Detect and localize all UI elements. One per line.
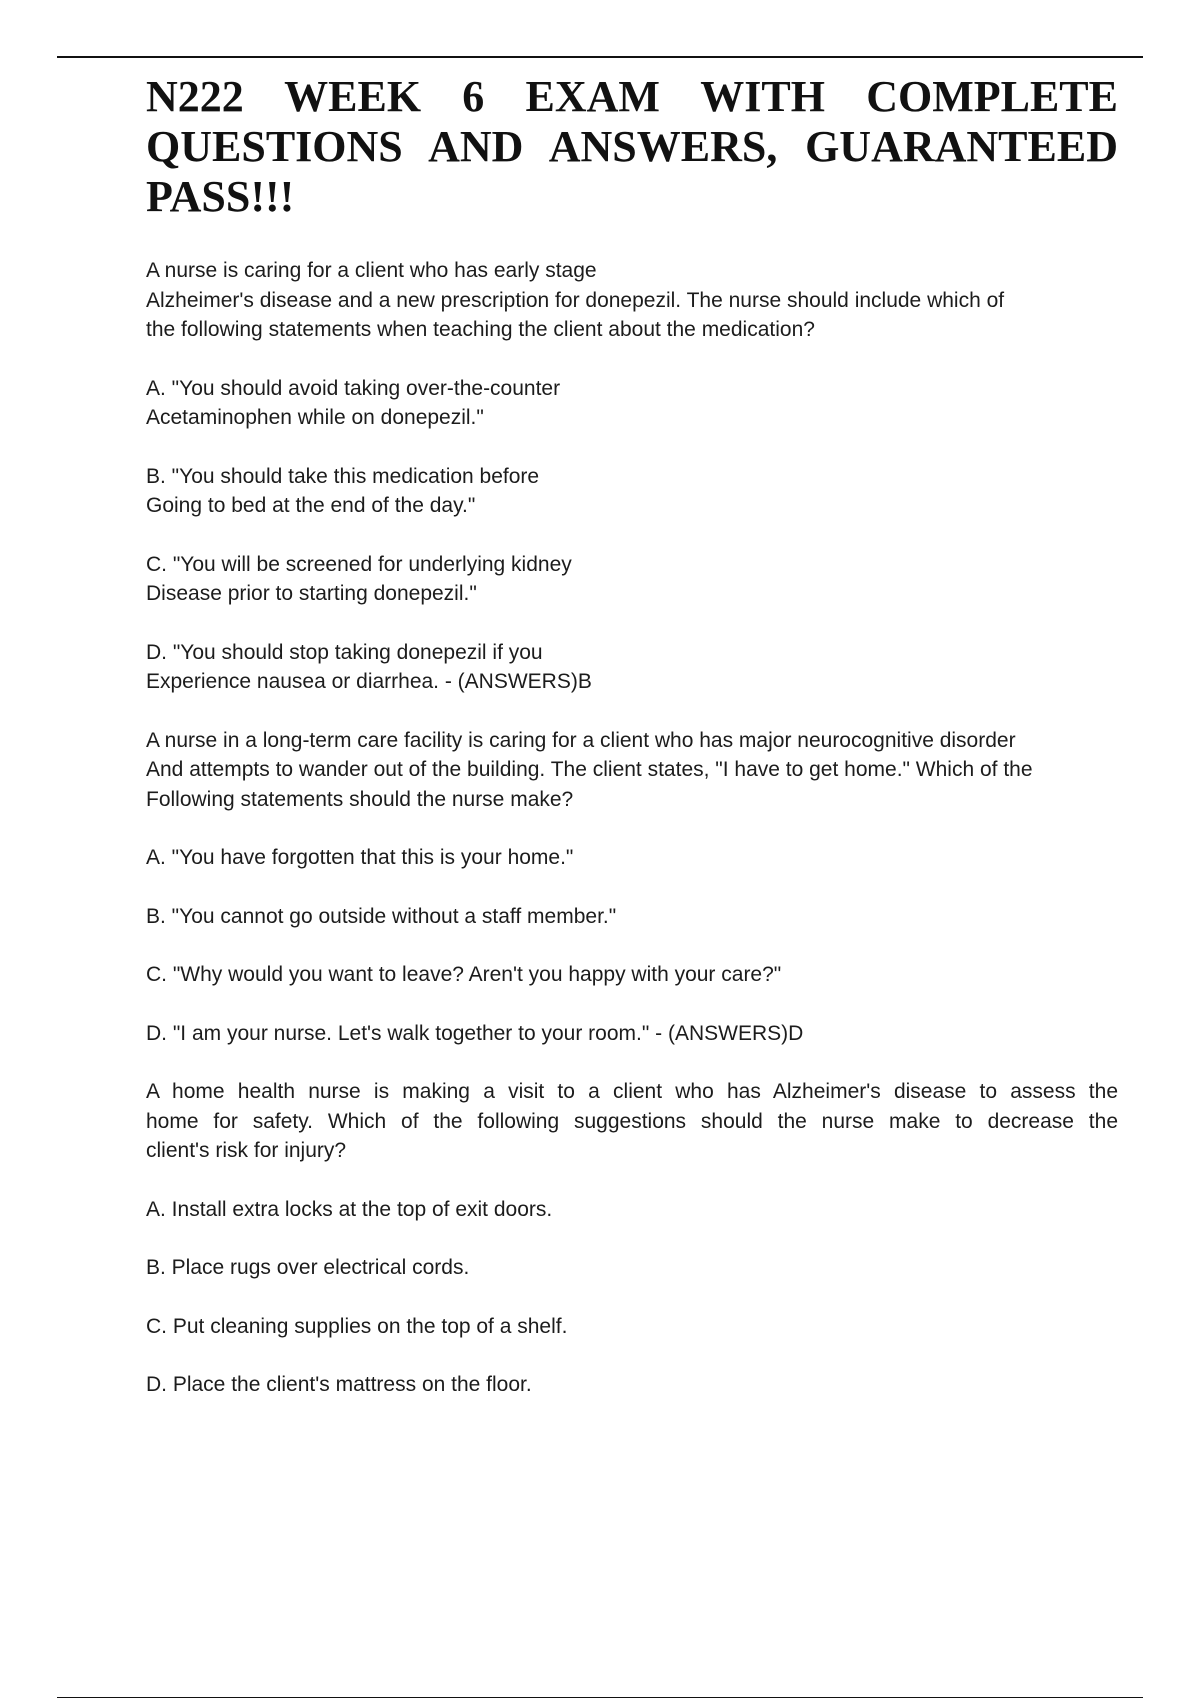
option-c xyxy=(146,1312,1118,1342)
document-title: N222 WEEK 6 EXAM WITH COMPLETE QUESTIONS AND ANSWERS, GUARANTEED PASS!!! xyxy=(146,72,1118,221)
question-stem xyxy=(146,726,1118,815)
option-line: A. "You should avoid taking over-the-counter xyxy=(146,376,561,400)
option-line: A. "You have forgotten that this is your home." xyxy=(146,846,574,869)
question-3 xyxy=(146,1077,1118,1400)
stem-line: client's risk for injury? xyxy=(146,1139,347,1162)
stem-line: Alzheimer's disease and a new prescription for donepezil. The nurse should include which of xyxy=(146,288,1005,312)
option-d xyxy=(146,1019,1118,1049)
option-line: Disease prior to starting donepezil." xyxy=(146,582,477,605)
option-line: A. Install extra locks at the top of exit doors. xyxy=(146,1197,553,1221)
option-line: B. "You cannot go outside without a staff member." xyxy=(146,904,617,928)
stem-line: A nurse is caring for a client who has early stage xyxy=(146,259,597,282)
option-line: Acetaminophen while on donepezil." xyxy=(146,406,484,429)
stem-line: home for safety. Which of the following suggestions should the nurse make to decrease the xyxy=(146,1109,1118,1133)
stem-line: Following statements should the nurse make? xyxy=(146,787,574,811)
option-line: Going to bed at the end of the day." xyxy=(146,494,476,517)
option-line: D. Place the client's mattress on the floor. xyxy=(146,1373,532,1396)
option-c xyxy=(146,550,1118,609)
stem-line: And attempts to wander out of the building. The client states, "I have to get home." Which of the xyxy=(146,758,1033,781)
option-c xyxy=(146,960,1118,990)
option-line: C. "Why would you want to leave? Aren't you happy with your care?" xyxy=(146,963,782,986)
option-line: B. "You should take this medication before xyxy=(146,464,540,488)
option-d xyxy=(146,1370,1118,1400)
option-line: C. Put cleaning supplies on the top of a shelf. xyxy=(146,1314,568,1338)
stem-line: A nurse in a long-term care facility is caring for a client who has major neurocognitive disorder xyxy=(146,728,1016,752)
option-line: Experience nausea or diarrhea. - (ANSWERS)B xyxy=(146,670,592,693)
option-b xyxy=(146,902,1118,932)
option-d xyxy=(146,638,1118,697)
option-b xyxy=(146,1253,1118,1283)
stem-line: the following statements when teaching the client about the medication? xyxy=(146,318,815,341)
option-line: C. "You will be screened for underlying kidney xyxy=(146,552,572,576)
option-line: B. Place rugs over electrical cords. xyxy=(146,1256,470,1279)
question-2 xyxy=(146,726,1118,1049)
option-line: D. "I am your nurse. Let's walk together to your room." - (ANSWERS)D xyxy=(146,1021,804,1045)
bottom-rule xyxy=(57,1697,1143,1698)
question-stem xyxy=(146,256,1118,345)
question-1 xyxy=(146,256,1118,697)
option-a xyxy=(146,1195,1118,1225)
document-body xyxy=(146,72,1118,1429)
top-rule xyxy=(57,56,1143,58)
option-line: D. "You should stop taking donepezil if you xyxy=(146,640,543,664)
option-a xyxy=(146,374,1118,433)
stem-line: A home health nurse is making a visit to a client who has Alzheimer's disease to assess the xyxy=(146,1080,1118,1103)
option-a xyxy=(146,843,1118,873)
option-b xyxy=(146,462,1118,521)
question-stem xyxy=(146,1077,1118,1166)
